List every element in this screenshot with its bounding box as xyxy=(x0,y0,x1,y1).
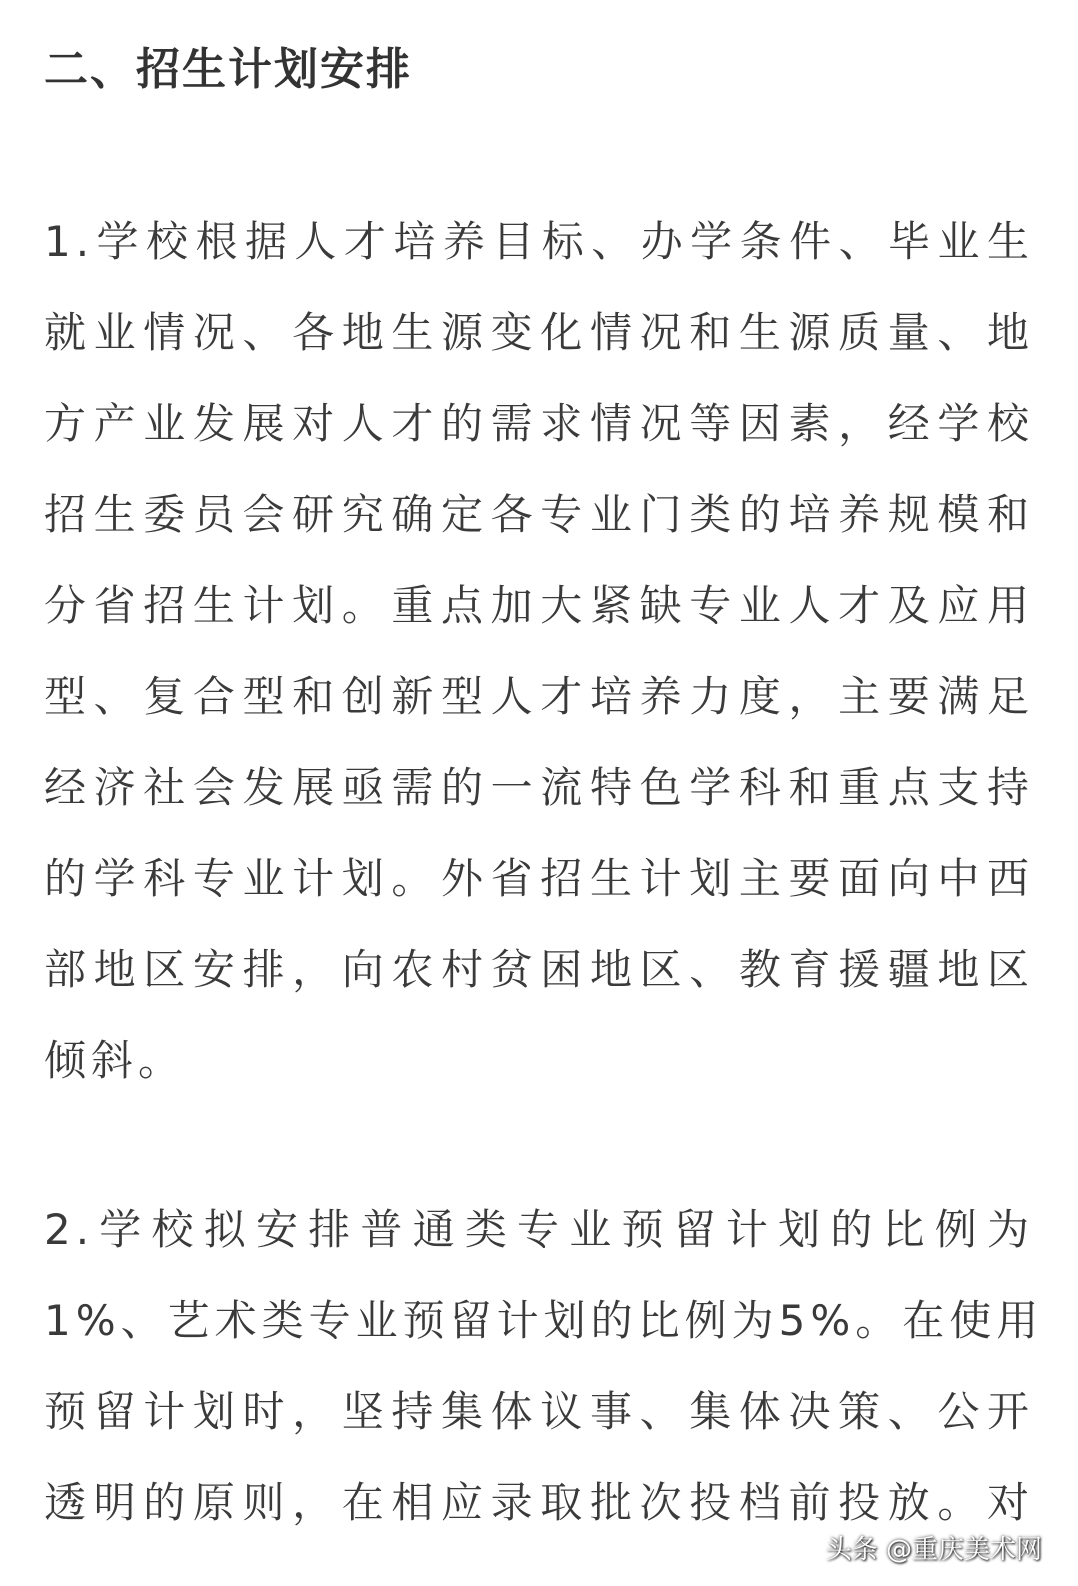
paragraph-line: 1%、艺术类专业预留计划的比例为5%。在使用 xyxy=(44,1296,1044,1345)
paragraph-line: 的学科专业计划。外省招生计划主要面向中西 xyxy=(44,854,1034,903)
paragraph-line: 分省招生计划。重点加大紧缺专业人才及应用 xyxy=(44,581,1034,630)
watermark: 头条 @重庆美术网 xyxy=(825,1535,1042,1565)
paragraph-line: 部地区安排，向农村贫困地区、教育援疆地区 xyxy=(44,945,1034,994)
paragraph-line: 招生委员会研究确定各专业门类的培养规模和 xyxy=(44,490,1034,539)
paragraph-line: 经济社会发展亟需的一流特色学科和重点支持 xyxy=(44,763,1034,812)
paragraph-line: 2.学校拟安排普通类专业预留计划的比例为 xyxy=(44,1205,1034,1254)
paragraph-line: 倾斜。 xyxy=(44,1036,186,1085)
paragraph-line: 预留计划时，坚持集体议事、集体决策、公开 xyxy=(44,1387,1034,1436)
paragraph-line: 型、复合型和创新型人才培养力度，主要满足 xyxy=(44,672,1034,721)
paragraph-2 xyxy=(44,1184,1044,1548)
paragraph-1 xyxy=(44,196,1034,1106)
paragraph-line: 1.学校根据人才培养目标、办学条件、毕业生 xyxy=(44,217,1034,266)
paragraph-line: 透明的原则，在相应录取批次投档前投放。对 xyxy=(44,1478,1034,1527)
section-heading: 二、招生计划安排 xyxy=(44,44,412,95)
paragraph-line: 就业情况、各地生源变化情况和生源质量、地 xyxy=(44,308,1034,357)
paragraph-line: 方产业发展对人才的需求情况等因素，经学校 xyxy=(44,399,1034,448)
